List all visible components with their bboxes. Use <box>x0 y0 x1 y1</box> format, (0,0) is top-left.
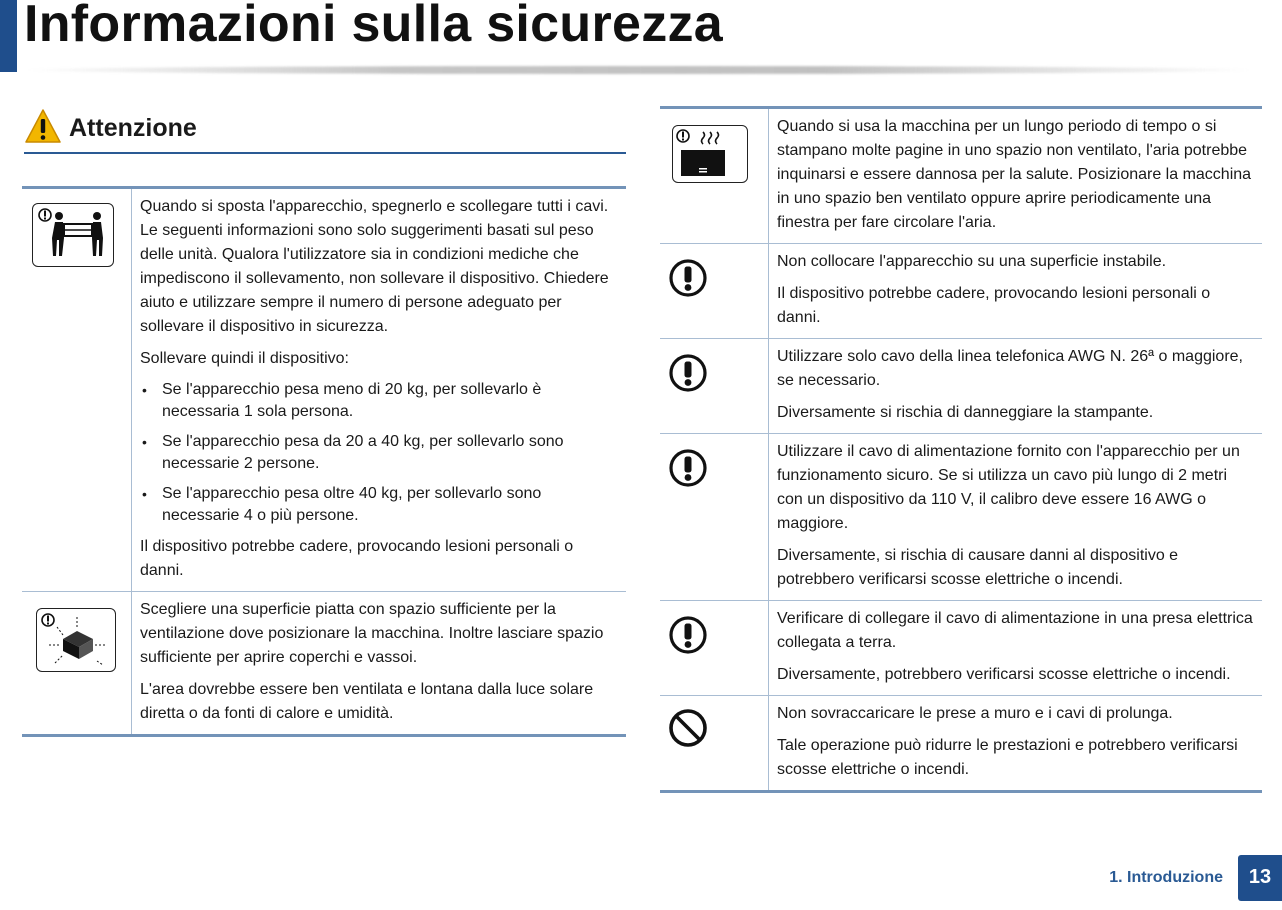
paragraph: Utilizzare il cavo di alimentazione fornito con l'apparecchio per un funzionamento sicuro. Se si utilizza un cavo più lungo di 2 metri con un dispositivo da 110 V, il calibro deve essere 16 AWG o maggiore. <box>777 443 1240 532</box>
paragraph: L'area dovrebbe essere ben ventilata e lontana dalla luce solare diretta o da fonti di calore e umidità. <box>140 681 594 722</box>
title-accent-bar <box>0 0 17 72</box>
icon-cell <box>660 108 769 244</box>
table-row <box>660 434 1262 601</box>
paragraph: Il dispositivo potrebbe cadere, provocando lesioni personali o danni. <box>140 538 574 579</box>
text-cell <box>769 244 1263 339</box>
flat-surface-ventilation-icon <box>36 608 116 672</box>
icon-cell <box>660 244 769 339</box>
paragraph: Verificare di collegare il cavo di alimentazione in una presa elettrica collegata a terra. <box>777 610 1253 651</box>
caution-exclamation-icon <box>668 258 708 298</box>
list-item: • Se l'apparecchio pesa meno di 20 kg, per sollevarlo è necessaria 1 sola persona. <box>140 379 618 423</box>
table-row <box>660 244 1262 339</box>
text-cell <box>769 108 1263 244</box>
table-row <box>660 696 1262 792</box>
title-underline-shadow <box>24 66 1254 74</box>
heat-ventilation-icon <box>672 125 748 183</box>
section-title: Attenzione <box>69 114 197 142</box>
paragraph: Quando si usa la macchina per un lungo periodo di tempo o si stampano molte pagine in uno spazio non ventilato, l'aria potrebbe inquinarsi e essere dannosa per la salute. Posizionare la macchina in uno spazio ben ventilato oppure aprire periodicamente una finestra per fare circolare l'aria. <box>777 118 1252 231</box>
icon-cell <box>22 592 132 736</box>
paragraph: Tale operazione può ridurre le prestazioni e potrebbero verificarsi scosse elettriche o incendi. <box>777 737 1238 778</box>
text-cell <box>769 434 1263 601</box>
table-row <box>22 592 626 736</box>
list-item: • Se l'apparecchio pesa da 20 a 40 kg, per sollevarlo sono necessarie 2 persone. <box>140 431 618 475</box>
caution-exclamation-icon <box>668 615 708 655</box>
text-cell <box>132 188 627 592</box>
lift-two-persons-icon <box>32 203 114 267</box>
caution-exclamation-icon <box>668 448 708 488</box>
paragraph: Non sovraccaricare le prese a muro e i cavi di prolunga. <box>777 705 1173 722</box>
paragraph: Utilizzare solo cavo della linea telefonica AWG N. 26ª o maggiore, se necessario. <box>777 348 1243 389</box>
icon-cell <box>22 188 132 592</box>
table-row <box>660 601 1262 696</box>
paragraph: Quando si sposta l'apparecchio, spegnerlo e scollegare tutti i cavi. Le seguenti informazioni sono solo suggerimenti basati sul peso delle unità. Qualora l'utilizzatore sia in condizioni mediche che impediscono il sollevamento, non sollevare il dispositivo. Chiedere aiuto e utilizzare sempre il numero di persone adeguato per sollevare il dispositivo in sicurezza. <box>140 198 609 335</box>
paragraph: Diversamente si rischia di danneggiare la stampante. <box>777 404 1154 421</box>
warning-triangle-icon <box>24 108 62 144</box>
table-row <box>660 339 1262 434</box>
paragraph: Diversamente, potrebbero verificarsi scosse elettriche o incendi. <box>777 666 1231 683</box>
left-safety-table <box>22 186 626 737</box>
paragraph: Scegliere una superficie piatta con spazio sufficiente per la ventilazione dove posizionare la macchina. Inoltre lasciare spazio sufficiente per aprire coperchi e vassoi. <box>140 601 604 666</box>
footer-chapter-link[interactable]: 1. Introduzione <box>1109 869 1223 886</box>
prohibited-icon <box>668 708 708 748</box>
table-row <box>22 188 626 592</box>
table-row <box>660 108 1262 244</box>
bullet-list <box>140 379 618 527</box>
right-safety-table <box>660 106 1262 793</box>
text-cell <box>769 696 1263 792</box>
paragraph: Non collocare l'apparecchio su una superficie instabile. <box>777 253 1167 270</box>
paragraph: Il dispositivo potrebbe cadere, provocando lesioni personali o danni. <box>777 285 1211 326</box>
text-cell <box>769 601 1263 696</box>
page-number-badge: 13 <box>1238 855 1282 901</box>
text-cell <box>132 592 627 736</box>
icon-cell <box>660 696 769 792</box>
section-header <box>24 108 626 154</box>
icon-cell <box>660 339 769 434</box>
icon-cell <box>660 601 769 696</box>
page-title: Informazioni sulla sicurezza <box>24 0 724 53</box>
icon-cell <box>660 434 769 601</box>
text-cell <box>769 339 1263 434</box>
list-item: • Se l'apparecchio pesa oltre 40 kg, per sollevarlo sono necessarie 4 o più persone. <box>140 483 618 527</box>
paragraph: Diversamente, si rischia di causare danni al dispositivo e potrebbero verificarsi scosse elettriche o incendi. <box>777 547 1179 588</box>
caution-exclamation-icon <box>668 353 708 393</box>
paragraph: Sollevare quindi il dispositivo: <box>140 350 349 367</box>
